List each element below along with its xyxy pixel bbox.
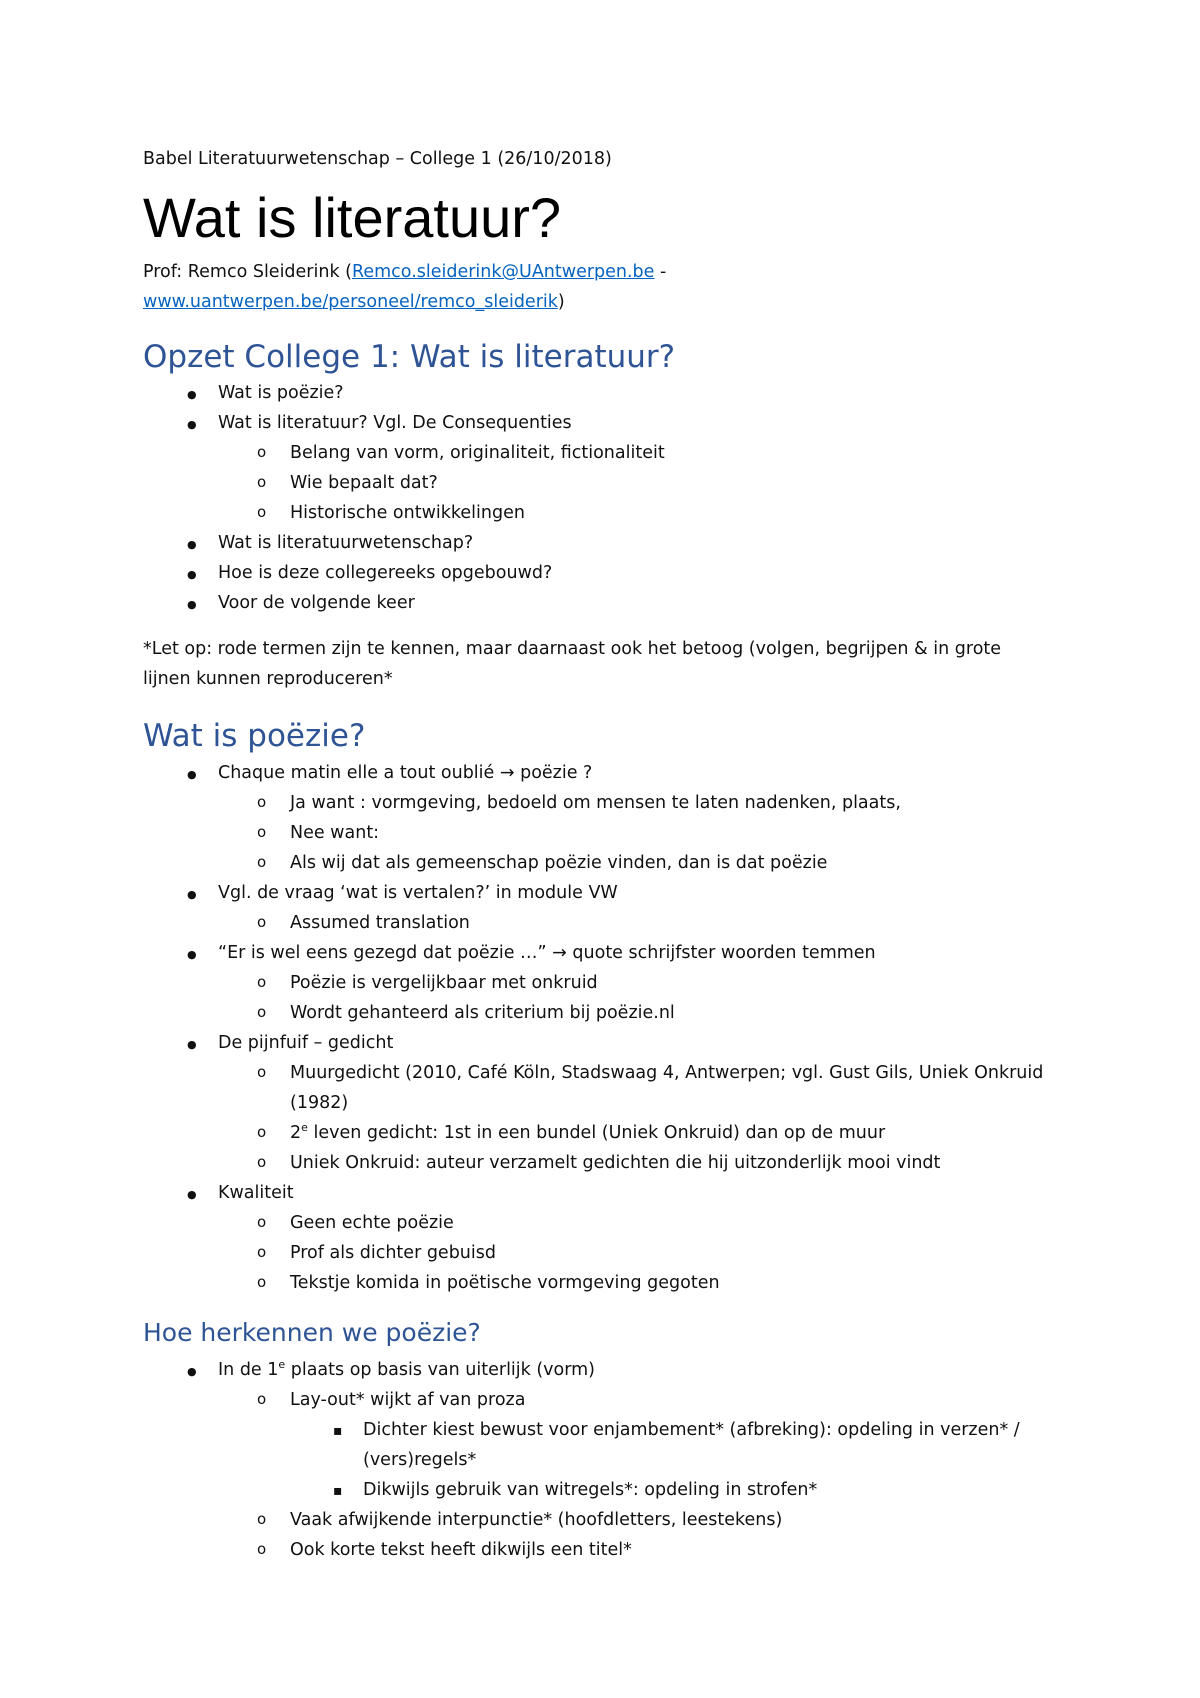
list-item: Prof als dichter gebuisd — [290, 1243, 496, 1263]
bullet-icon — [187, 881, 197, 907]
list-item-continuation: (vers)regels* — [363, 1450, 477, 1470]
prof-line — [143, 260, 666, 284]
sub-bullet-icon — [257, 1060, 266, 1084]
list-item: Tekstje komida in poëtische vormgeving gegoten — [290, 1273, 720, 1293]
bullet-icon — [187, 941, 197, 967]
prof-suffix: ) — [557, 292, 565, 312]
bullet-icon — [187, 411, 197, 437]
list-item: Vgl. de vraag ‘wat is vertalen?’ in module VW — [218, 883, 618, 903]
prof-separator: - — [654, 262, 667, 282]
list-item: Dikwijls gebruik van witregels*: opdeling in strofen* — [363, 1480, 818, 1500]
sub-bullet-icon — [257, 1000, 266, 1024]
sub-bullet-icon — [257, 470, 266, 494]
ordinal-suffix: e — [301, 1121, 308, 1135]
sub-bullet-icon — [257, 1150, 266, 1174]
course-header-line: Babel Literatuurwetenschap – College 1 (26/10/2018) — [143, 149, 612, 169]
sub-bullet-icon — [257, 1240, 266, 1264]
ordinal-number: In de 1 — [218, 1360, 279, 1380]
ordinal-number: 2 — [290, 1123, 302, 1143]
bullet-icon — [187, 381, 197, 407]
list-item: Wat is literatuurwetenschap? — [218, 533, 474, 553]
sub-bullet-icon — [257, 790, 266, 814]
note-line: *Let op: rode termen zijn te kennen, maar daarnaast ook het betoog (volgen, begrijpen & in grote — [143, 639, 1002, 659]
bullet-icon — [187, 1358, 197, 1384]
list-item: Wordt gehanteerd als criterium bij poëzie.nl — [290, 1003, 675, 1023]
list-item: Wie bepaalt dat? — [290, 473, 438, 493]
bullet-icon — [187, 1031, 197, 1057]
square-bullet-icon — [333, 1478, 343, 1503]
list-item: Muurgedicht (2010, Café Köln, Stadswaag 4, Antwerpen; vgl. Gust Gils, Uniek Onkruid — [290, 1063, 1044, 1083]
list-item: Wat is literatuur? Vgl. De Consequenties — [218, 413, 572, 433]
list-item: Ook korte tekst heeft dikwijls een titel* — [290, 1540, 632, 1560]
list-item: Wat is poëzie? — [218, 383, 344, 403]
list-item-continuation: (1982) — [290, 1093, 349, 1113]
prof-prefix: Prof: Remco Sleiderink ( — [143, 262, 352, 282]
list-item: Als wij dat als gemeenschap poëzie vinden, dan is dat poëzie — [290, 853, 828, 873]
list-item — [290, 1121, 885, 1145]
sub-bullet-icon — [257, 820, 266, 844]
list-item: Assumed translation — [290, 913, 470, 933]
list-item: Uniek Onkruid: auteur verzamelt gedichten die hij uitzonderlijk mooi vindt — [290, 1153, 941, 1173]
sub-bullet-icon — [257, 1210, 266, 1234]
list-item: Lay-out* wijkt af van proza — [290, 1390, 526, 1410]
list-item: Ja want : vormgeving, bedoeld om mensen te laten nadenken, plaats, — [290, 793, 901, 813]
bullet-icon — [187, 1181, 197, 1207]
sub-bullet-icon — [257, 910, 266, 934]
bullet-icon — [187, 761, 197, 787]
note-line: lijnen kunnen reproduceren* — [143, 669, 393, 689]
list-item: Dichter kiest bewust voor enjambement* (afbreking): opdeling in verzen* / — [363, 1420, 1020, 1440]
list-item: “Er is wel eens gezegd dat poëzie …” → quote schrijfster woorden temmen — [218, 943, 876, 963]
sub-bullet-icon — [257, 500, 266, 524]
sub-bullet-icon — [257, 1270, 266, 1294]
prof-email-link[interactable]: Remco.sleiderink@UAntwerpen.be — [351, 262, 655, 282]
prof-url-line — [143, 290, 565, 314]
square-bullet-icon — [333, 1418, 343, 1443]
ordinal-suffix: e — [278, 1358, 286, 1372]
list-item: Nee want: — [290, 823, 380, 843]
list-item: De pijnfuif – gedicht — [218, 1033, 394, 1053]
list-item: Historische ontwikkelingen — [290, 503, 525, 523]
sub-bullet-icon — [257, 970, 266, 994]
section-heading-wat-is-poezie: Wat is poëzie? — [143, 718, 366, 754]
list-item: Geen echte poëzie — [290, 1213, 454, 1233]
list-item — [218, 1358, 595, 1382]
sub-bullet-icon — [257, 850, 266, 874]
section-heading-opzet: Opzet College 1: Wat is literatuur? — [143, 339, 676, 375]
list-item: Belang van vorm, originaliteit, fictionaliteit — [290, 443, 665, 463]
sub-bullet-icon — [257, 440, 266, 464]
sub-bullet-icon — [257, 1120, 266, 1144]
section-heading-herkennen: Hoe herkennen we poëzie? — [143, 1318, 481, 1347]
prof-url-link[interactable]: www.uantwerpen.be/personeel/remco_sleiderik — [143, 292, 558, 312]
list-item: Hoe is deze collegereeks opgebouwd? — [218, 563, 553, 583]
list-item: Poëzie is vergelijkbaar met onkruid — [290, 973, 598, 993]
sub-bullet-icon — [257, 1507, 266, 1531]
bullet-icon — [187, 531, 197, 557]
list-item: Chaque matin elle a tout oublié → poëzie ? — [218, 763, 593, 783]
list-item: Kwaliteit — [218, 1183, 294, 1203]
sub-bullet-icon — [257, 1387, 266, 1411]
document-title: Wat is literatuur? — [143, 186, 562, 249]
list-item: Vaak afwijkende interpunctie* (hoofdletters, leestekens) — [290, 1510, 783, 1530]
list-item: Voor de volgende keer — [218, 593, 415, 613]
sub-bullet-icon — [257, 1537, 266, 1561]
bullet-icon — [187, 591, 197, 617]
list-item-text: plaats op basis van uiterlijk (vorm) — [285, 1360, 596, 1380]
list-item-text: leven gedicht: 1st in een bundel (Uniek Onkruid) dan op de muur — [307, 1123, 886, 1143]
bullet-icon — [187, 561, 197, 587]
